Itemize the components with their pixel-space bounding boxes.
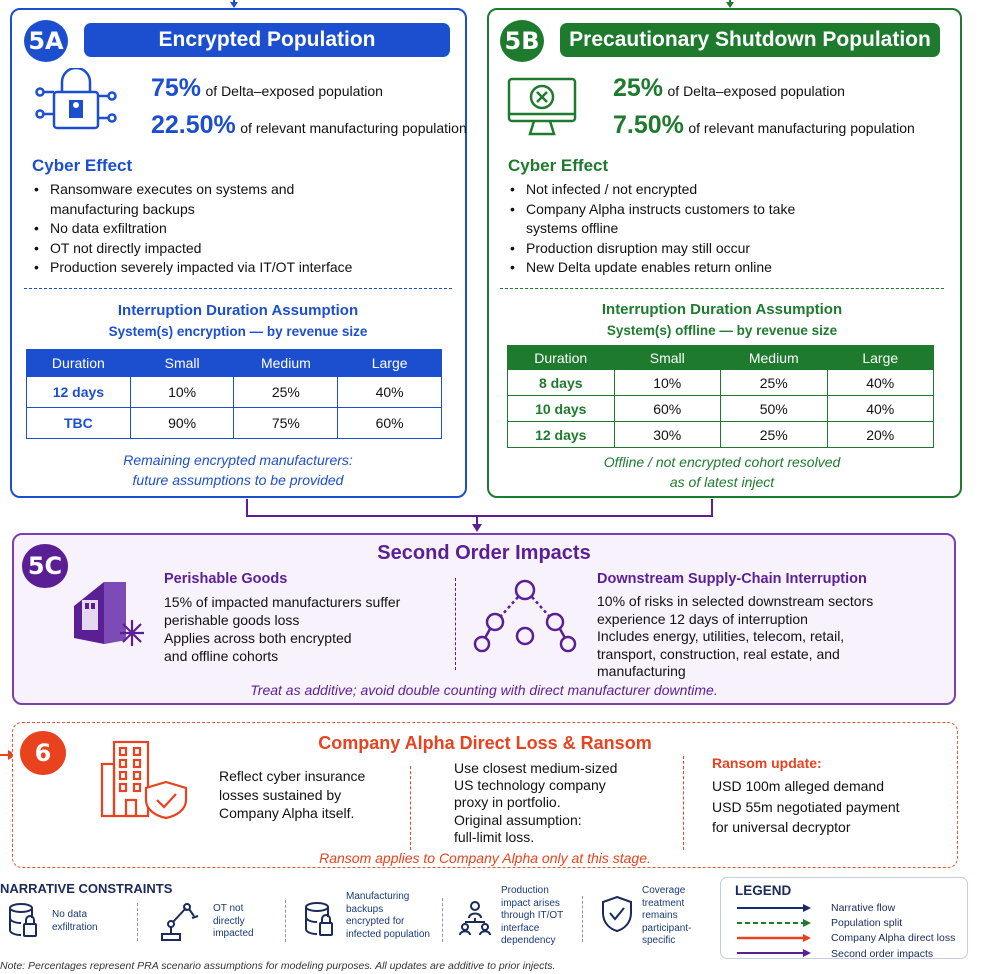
table-header: Medium: [721, 346, 828, 370]
text-line: OT not: [213, 903, 244, 914]
database-lock-icon: [304, 901, 336, 939]
encrypted-pct-delta: 75% of Delta–exposed population: [151, 74, 383, 102]
shutdown-pct-delta: 25% of Delta–exposed population: [613, 74, 845, 102]
lock-network-icon: [34, 68, 118, 132]
text-line: participant-: [642, 922, 692, 934]
text-line: and offline cohorts: [164, 648, 279, 664]
divider: [442, 898, 443, 942]
footnote: Note: Percentages represent PRA scenario assumptions for modeling purposes. All updates are additive to prior injects.: [0, 960, 556, 972]
cyber-effect-5b-list: [504, 180, 944, 278]
text-line: perishable goods loss: [164, 612, 300, 628]
text-line: interface: [501, 922, 540, 934]
note-line: future assumptions to be provided: [132, 472, 344, 488]
note-5a: [24, 450, 452, 490]
monitor-offline-icon: [506, 76, 578, 138]
text-line: specific: [642, 935, 676, 946]
list-item: • Company Alpha instructs customers to take: [504, 200, 944, 220]
text-line: manufacturing: [597, 663, 686, 679]
table-header: Large: [827, 346, 934, 370]
direct-loss-col2: [454, 760, 617, 846]
list-item: • OT not directly impacted: [28, 239, 448, 259]
list-item: • Production disruption may still occur: [504, 239, 944, 259]
text-line: remains: [642, 910, 678, 921]
supply-chain-network-icon: [472, 578, 578, 654]
table-cell: 10 days: [508, 396, 615, 422]
text-line: Applies across both encrypted: [164, 630, 352, 646]
supply-chain-title: Downstream Supply-Chain Interruption: [597, 571, 867, 587]
table-header: Duration: [27, 350, 131, 377]
list-item: • Not infected / not encrypted: [504, 180, 944, 200]
assumption-5a-subtitle: System(s) encryption — by revenue size: [108, 324, 368, 339]
legend-item: Population split: [831, 917, 903, 930]
cyber-effect-5a-heading: Cyber Effect: [32, 156, 133, 175]
text-line: impact arises: [501, 897, 560, 909]
table-row: [508, 370, 934, 396]
cyber-effect-5b-heading: Cyber Effect: [508, 156, 609, 175]
note-5c: Treat as additive; avoid double counting with direct manufacturer downtime.: [250, 682, 718, 698]
list-item: • Production severely impacted via IT/OT interface: [28, 258, 448, 278]
divider: [500, 288, 944, 289]
divider: [683, 756, 684, 850]
table-header: Medium: [234, 350, 338, 377]
list-item: • New Delta update enables return online: [504, 258, 944, 278]
text-line: USD 100m alleged demand: [712, 778, 884, 794]
divider: [137, 903, 138, 941]
note-line: Offline / not encrypted cohort resolved: [603, 454, 841, 470]
direct-loss-col1: [219, 767, 365, 823]
table-cell: 12 days: [508, 422, 615, 448]
text-line: Reflect cyber insurance: [219, 768, 366, 784]
legend-title: LEGEND: [735, 883, 792, 898]
list-item: manufacturing backups: [50, 200, 195, 217]
table-row: [508, 396, 934, 422]
list-item: systems offline: [526, 220, 619, 236]
table-cell: 30%: [614, 422, 721, 448]
note-6: Ransom applies to Company Alpha only at this stage.: [319, 850, 651, 866]
text-line: treatment: [642, 897, 685, 909]
text-line: US technology company: [454, 777, 606, 794]
note-5b: [500, 452, 944, 492]
building-shield-icon: [100, 738, 192, 820]
table-cell: 20%: [827, 422, 934, 448]
table-cell: 8 days: [508, 370, 615, 396]
shield-check-icon: [601, 895, 633, 933]
badge-5a: 5A: [24, 20, 68, 62]
table-cell: 60%: [338, 408, 442, 439]
text-line: Production: [501, 885, 549, 896]
database-lock-icon: [8, 902, 38, 940]
divider: [24, 288, 452, 289]
badge-6: 6: [20, 731, 66, 775]
legend-labels: [831, 901, 955, 962]
text-line: 10% of risks in selected downstream sectors: [597, 593, 874, 609]
panel-6-title: Company Alpha Direct Loss & Ransom: [318, 733, 652, 753]
constraint-item-4: [501, 885, 563, 948]
text-line: experience 12 days of interruption: [597, 610, 808, 627]
badge-5c: 5C: [22, 544, 68, 588]
duration-table-5a: [26, 349, 442, 439]
text-line: 15% of impacted manufacturers suffer: [164, 594, 401, 610]
text-line: proxy in portfolio.: [454, 794, 561, 811]
duration-table-5b: [507, 345, 934, 448]
constraint-item-3: [346, 891, 430, 941]
constraint-item-1: [52, 909, 98, 934]
divider: [582, 896, 583, 942]
divider: [455, 578, 456, 670]
table-cell: 10%: [130, 377, 234, 408]
text-line: Coverage: [642, 885, 686, 896]
text-line: transport, construction, real estate, and: [597, 645, 840, 662]
table-cell: 25%: [234, 377, 338, 408]
constraint-item-2: [213, 903, 254, 941]
shutdown-pct-manufacturing: 7.50% of relevant manufacturing population: [613, 111, 915, 139]
text-line: impacted: [213, 928, 254, 939]
table-cell: TBC: [27, 408, 131, 439]
list-item: • No data exfiltration: [28, 219, 448, 239]
legend-item: Second order impacts: [831, 947, 934, 960]
text-line: No data: [52, 909, 88, 920]
text-line: for universal decryptor: [712, 819, 851, 835]
org-people-icon: [458, 900, 492, 936]
table-cell: 90%: [130, 408, 234, 439]
table-cell: 10%: [614, 370, 721, 396]
perishable-goods-text: [164, 593, 444, 665]
table-cell: 40%: [827, 396, 934, 422]
text-line: exfiltration: [52, 921, 98, 933]
text-line: USD 55m negotiated payment: [712, 798, 900, 815]
divider: [410, 766, 411, 850]
table-row: [508, 422, 934, 448]
assumption-5b-title: Interruption Duration Assumption: [601, 301, 843, 318]
text-line: full-limit loss.: [454, 828, 535, 845]
text-line: Includes energy, utilities, telecom, retail,: [597, 628, 845, 644]
table-header: Large: [338, 350, 442, 377]
list-item: • Ransomware executes on systems and: [28, 180, 448, 200]
panel-5b-title: Precautionary Shutdown Population: [560, 23, 940, 57]
panel-5a-title: Encrypted Population: [84, 23, 450, 57]
table-header: Small: [614, 346, 721, 370]
assumption-5b-subtitle: System(s) offline — by revenue size: [606, 323, 838, 338]
ransom-update-text: [712, 776, 900, 838]
panel-5c-title: Second Order Impacts: [377, 542, 591, 564]
text-line: backups: [346, 903, 384, 915]
table-header: Small: [130, 350, 234, 377]
perishable-goods-icon: [72, 576, 152, 648]
table-cell: 75%: [234, 408, 338, 439]
ransom-update-title: Ransom update:: [712, 755, 822, 771]
supply-chain-text: [597, 593, 947, 681]
text-line: Original assumption:: [454, 811, 582, 828]
badge-5b: 5B: [500, 20, 544, 62]
table-row: [27, 408, 442, 439]
text-line: Company Alpha itself.: [219, 805, 355, 821]
text-line: losses sustained by: [219, 786, 342, 803]
text-line: through IT/OT: [501, 910, 564, 921]
legend-item: Company Alpha direct loss: [831, 932, 956, 945]
divider: [285, 900, 286, 942]
legend-swatches: [735, 896, 813, 958]
text-line: infected population: [346, 928, 430, 940]
note-line: as of latest inject: [669, 474, 775, 490]
text-line: Use closest medium-sized: [454, 760, 618, 776]
cyber-effect-5a-list: [28, 180, 448, 278]
robot-arm-icon: [158, 898, 200, 942]
table-cell: 50%: [721, 396, 828, 422]
text-line: dependency: [501, 935, 556, 946]
note-line: Remaining encrypted manufacturers:: [123, 452, 353, 468]
table-cell: 25%: [721, 422, 828, 448]
table-header: Duration: [508, 346, 615, 370]
constraints-title: NARRATIVE CONSTRAINTS: [0, 881, 173, 896]
table-cell: 25%: [721, 370, 828, 396]
legend-item: Narrative flow: [831, 902, 896, 914]
table-cell: 40%: [338, 377, 442, 408]
constraint-item-5: [642, 885, 691, 948]
text-line: encrypted for: [346, 916, 405, 927]
text-line: Manufacturing: [346, 891, 410, 902]
table-row: [27, 377, 442, 408]
table-cell: 12 days: [27, 377, 131, 408]
assumption-5a-title: Interruption Duration Assumption: [117, 302, 359, 319]
encrypted-pct-manufacturing: 22.50% of relevant manufacturing population: [151, 111, 467, 139]
table-cell: 40%: [827, 370, 934, 396]
table-cell: 60%: [614, 396, 721, 422]
perishable-goods-title: Perishable Goods: [164, 571, 288, 587]
text-line: directly: [213, 915, 245, 927]
